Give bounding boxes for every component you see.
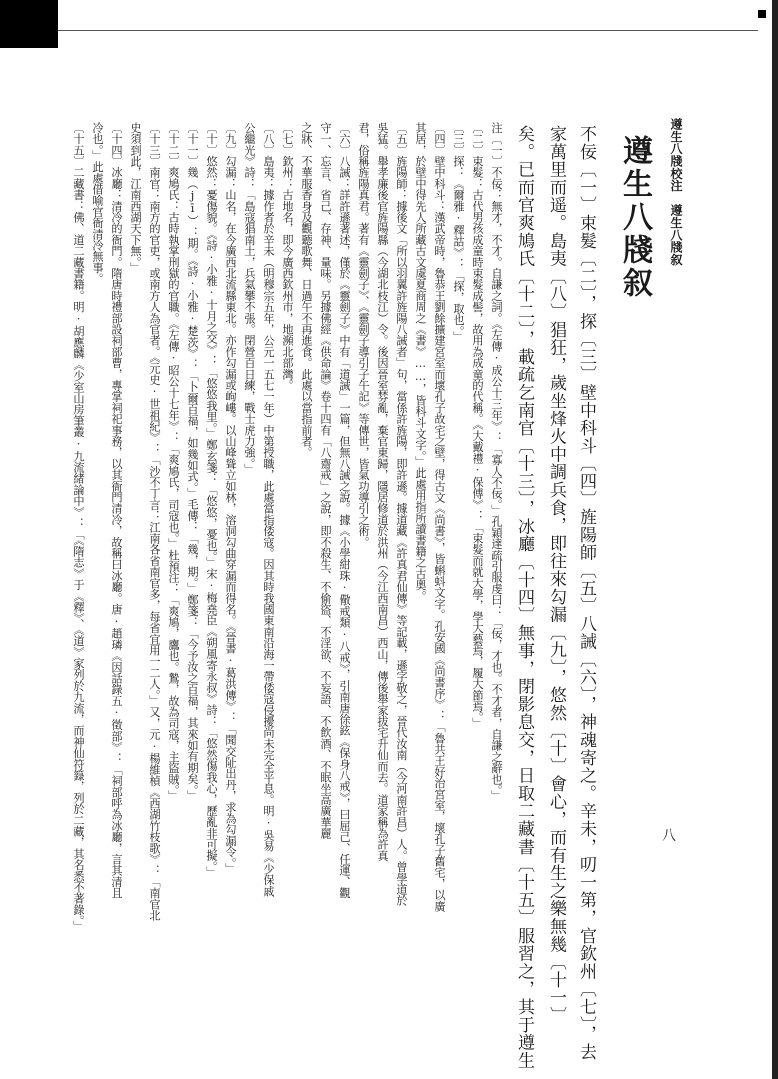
note-line: 〔五〕旌陽師：據後文「所以羽翼許旌陽八誡者」句，當係許旌陽，即許遜。據道藏《許真君仙傳》等記載，遜字敬之，晉代汝南（今河南許昌）人。曾學道於 xyxy=(395,122,408,906)
note-line: 公繼光》詩：「島寇猖南土，兵氣攀不張。閉營百日練，戰士虎力強。」 xyxy=(243,122,256,475)
note-line: 〔九〕勾漏：山名，在今廣西北流縣東北。亦作勾漏或岣嶁。以山峰聳立如林，溶洞勾曲穿漏而得名。《晉書·葛洪傳》：「聞交阯出丹，求為勾漏令。」 xyxy=(224,122,237,875)
page-title: 遵生八牋叙 xyxy=(617,135,652,300)
note-line: 史須到此，江南西湖天下無。」 xyxy=(129,122,142,274)
note-line: 〔八〕島夷：據作者於辛未（明穆宗五年，公元一五七一年）中第授職，此處當指倭寇。因其時我國東南沿海一帶倭寇侵擾尚未完全平息。明·吳易《少保戚 xyxy=(262,122,275,897)
note-line: 守一、忘言、省己、存神、量味。另據佛經《供命論》卷十四有「八齋戒」之說，即不殺生、不偷盜、不淫欲、不妄語、不飲酒、不眠坐高廣華麗 xyxy=(319,122,332,839)
note-line: 〔十五〕二藏書：佛、道二藏書籍。明·胡應麟《少室山房筆叢·九流緒論中》：「《隋志》于《釋》、《道》家列於九流，而神仙符籙，列於二藏，其名悉不著錄。」 xyxy=(72,122,85,932)
note-line: 〔十一〕幾（jī）：期。《詩·小雅·楚茨》：「卜爾百福，如幾如式。」毛傳：「幾，期。」鄭箋：「今予汝之百福，其來如有期矣。」 xyxy=(186,122,199,802)
running-header: 遵生八牋校注 遵生八牋叙 xyxy=(669,118,683,266)
note-line: 〔七〕欽州：古地名，即今廣西欽州市，地瀕北部灣。 xyxy=(281,122,294,391)
note-line: 〔四〕壁中科斗：漢武帝時，魯恭王劉餘擴建宮室而壞孔子故宅之壁，得古文《尚書》，皆蝌蚪文字。孔安國《尚書序》：「魯共王好治宮室，壞孔子舊宅，以廣 xyxy=(433,122,446,912)
note-line: 之牀、不華服香身及觀聽歌舞、日過午不再進食。此處以當指前者。 xyxy=(300,122,313,458)
note-line: 〔十三〕南官：南方的官吏，或南方人為官者。《元史·世祖紀》：「沙不丁言：江南各省南官多，每省宜用一二人。」又，元·楊維楨《西湖竹枝歌》：「南官北 xyxy=(148,122,161,921)
note-line: 吳猛。舉孝廉後官旌陽縣（今湖北枝江）令。後因晉室棼亂，棄官東歸，隱居修道於洪州（今江西南昌）西山，傳後舉家拔宅升仙而去。道家稱為許真 xyxy=(376,122,389,862)
note-line: 〔三〕探：《爾雅·釋詁》：「探，取也。」 xyxy=(452,122,465,343)
note-line: 君，俗稱旌陽真君。著有《靈劍子》、《靈劍子導引子午記》等傳世，皆氣功導引之術。 xyxy=(357,122,370,548)
scan-border-corner xyxy=(0,0,58,48)
note-line: 〔十二〕爽鳩氏：古時執掌刑獄的官職。《左傳·昭公十七年》：「爽鳩氏，司寇也。」杜預注：「爽鳩，鷹也。鷙，故為司寇，主盜賊。」 xyxy=(167,122,180,802)
main-text-line-2: 家萬里而遥。島夷〔八〕猖狂，歲坐烽火中調兵食，即往來勾漏〔九〕，悠然〔十〕會心，而有生之樂無幾〔十一〕 xyxy=(546,125,566,1025)
main-text-line-1: 不佞〔一〕束髮〔二〕，探〔三〕壁中科斗〔四〕旌陽師〔五〕八誡〔六〕，神魂寄之。辛未，叨一第，官欽州〔七〕，去 xyxy=(576,125,596,1061)
note-line: 〔二〕束髮：古代男孩成童時束髮成髻，故用為成童的代稱。《大戴禮·保傅》：「束髮而就大學，學大藝焉，履大節焉。」 xyxy=(471,122,484,729)
scan-border-top xyxy=(58,30,758,31)
note-line: 〔十〕悠然：憂傷貌。《詩·小雅·十月之交》：「悠悠我里。」鄭玄箋：「悠悠，憂也。」宋·梅堯臣《朔風寄永叔》詩：「悠然傷我心，歷亂非可擬。」 xyxy=(205,122,218,878)
note-line: 〔六〕八誡：詳許遜著述，僅於《靈劍子》中有「道誡」一篇，但無八誡之說。據《小學紺珠·儆戒類·八戒》，引南唐徐鉉《保身八戒》，曰屈己、任運、觀 xyxy=(338,122,351,899)
main-text-line-3: 矣。已而官爽鳩氏〔十二〕，載疏乞南官〔十三〕，冰廳〔十四〕無事，閉影息交，日取二藏書〔十五〕服習之，其于遵生 xyxy=(514,125,534,1070)
note-line: 冷也。」此處借喻官衙清冷無事。 xyxy=(91,122,104,285)
scan-border-right xyxy=(772,0,778,1079)
scan-mark xyxy=(758,10,766,18)
note-line: 其居，於壁中得先人所藏古文虞夏商周之《書》……，皆科斗文字。」此處用指所讀書籍之古奧。 xyxy=(414,122,427,602)
page-number: 八 xyxy=(662,828,676,844)
note-line: 注〔一〕不佞：無才，不才。自謙之詞。《左傳·成公十三年》：「寡人不佞。」孔穎達疏引服虔曰：「佞，才也。不才者，自謙之辭也。」 xyxy=(490,122,503,802)
note-line: 〔十四〕冰廳：清冷的衙門。隋唐時禮部設祠部曹，專掌祠祀事務，以其衙門清冷，故稱曰冰廳。唐·趙璘《因話錄五·徵部》：「祠部呼為冰廳，言其清且 xyxy=(110,122,123,899)
